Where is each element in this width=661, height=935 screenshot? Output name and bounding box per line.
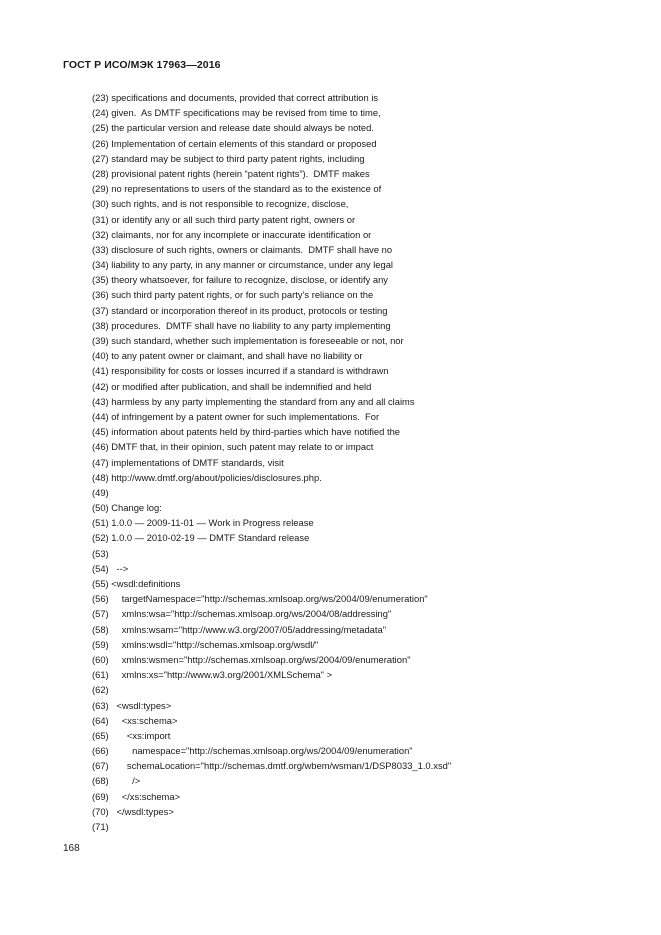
listing-line: (41) responsibility for costs or losses incurred if a standard is withdrawn <box>92 365 389 377</box>
listing-line: (45) information about patents held by third-parties which have notified the <box>92 426 400 438</box>
listing-line: (33) disclosure of such rights, owners or claimants. DMTF shall have no <box>92 243 393 255</box>
listing-line: (54) --> <box>92 562 129 574</box>
listing-line: (65) <xs:import <box>92 729 171 741</box>
listing-line: (44) of infringement by a patent owner for such implementations. For <box>92 410 380 422</box>
listing-line: (28) provisional patent rights (herein “patent rights”). DMTF makes <box>92 167 370 179</box>
listing-line: (57) xmlns:wsa="http://schemas.xmlsoap.org/ws/2004/08/addressing" <box>92 608 392 620</box>
listing-line: (32) claimants, nor for any incomplete or inaccurate identification or <box>92 228 372 240</box>
listing-line: (52) 1.0.0 — 2010-02-19 — DMTF Standard release <box>92 532 310 544</box>
listing-line: (70) </wsdl:types> <box>92 805 174 817</box>
listing-line: (62) <box>92 684 109 696</box>
listing-line: (47) implementations of DMTF standards, visit <box>92 456 284 468</box>
listing-line: (35) theory whatsoever, for failure to recognize, disclose, or identify any <box>92 274 388 286</box>
listing-line: (69) </xs:schema> <box>92 790 181 802</box>
listing-line: (25) the particular version and release date should always be noted. <box>92 122 374 134</box>
listing-line: (66) namespace="http://schemas.xmlsoap.org/ws/2004/09/enumeration" <box>92 745 413 757</box>
listing-line: (48) http://www.dmtf.org/about/policies/disclosures.php. <box>92 471 322 483</box>
listing-line: (71) <box>92 821 109 832</box>
listing-line: (31) or identify any or all such third party patent right, owners or <box>92 213 356 225</box>
document-header: ГОСТ Р ИСО/МЭК 17963—2016 <box>63 59 221 71</box>
listing-line: (42) or modified after publication, and shall be indemnified and held <box>92 380 372 392</box>
listing-line: (30) such rights, and is not responsible to recognize, disclose, <box>92 198 349 210</box>
listing-line: (53) <box>92 547 109 559</box>
listing-line: (61) xmlns:xs="http://www.w3.org/2001/XMLSchema" > <box>92 669 333 681</box>
listing-line: (67) schemaLocation="http://schemas.dmtf.org/wbem/wsman/1/DSP8033_1.0.xsd" <box>92 760 452 772</box>
listing-line: (63) <wsdl:types> <box>92 699 172 711</box>
listing-line: (55) <wsdl:definitions <box>92 578 181 589</box>
listing-line: (40) to any patent owner or claimant, and shall have no liability or <box>92 350 363 362</box>
listing-line: (39) such standard, whether such implementation is foreseeable or not, nor <box>92 335 404 346</box>
listing-line: (56) targetNamespace="http://schemas.xmlsoap.org/ws/2004/09/enumeration" <box>92 593 428 605</box>
listing-line: (34) liability to any party, in any manner or circumstance, under any legal <box>92 259 394 271</box>
listing-line: (60) xmlns:wsmen="http://schemas.xmlsoap.org/ws/2004/09/enumeration" <box>92 653 411 665</box>
listing-line: (68) /> <box>92 775 141 787</box>
listing-line: (59) xmlns:wsdl="http://schemas.xmlsoap.org/wsdl/" <box>92 638 319 650</box>
listing-line: (24) given. As DMTF specifications may be revised from time to time, <box>92 107 381 119</box>
page-number: 168 <box>63 843 80 854</box>
listing-line: (36) such third party patent rights, or for such party’s reliance on the <box>92 289 374 301</box>
listing-line: (51) 1.0.0 — 2009-11-01 — Work in Progress release <box>92 517 314 529</box>
listing-line: (38) procedures. DMTF shall have no liability to any party implementing <box>92 319 391 331</box>
listing-line: (43) harmless by any party implementing the standard from any and all claims <box>92 395 415 407</box>
listing-lines <box>92 90 451 834</box>
listing-line: (23) specifications and documents, provided that correct attribution is <box>92 92 379 103</box>
listing-line: (49) <box>92 486 109 498</box>
listing-line: (27) standard may be subject to third party patent rights, including <box>92 152 365 164</box>
listing-line: (37) standard or incorporation thereof in its product, protocols or testing <box>92 304 388 316</box>
listing-line: (46) DMTF that, in their opinion, such patent may relate to or impact <box>92 441 374 453</box>
listing-line: (50) Change log: <box>92 502 162 514</box>
listing-line: (29) no representations to users of the standard as to the existence of <box>92 183 382 195</box>
listing-line: (64) <xs:schema> <box>92 714 178 726</box>
listing-line: (58) xmlns:wsam="http://www.w3.org/2007/05/addressing/metadata" <box>92 623 387 635</box>
listing-line: (26) Implementation of certain elements of this standard or proposed <box>92 137 377 149</box>
